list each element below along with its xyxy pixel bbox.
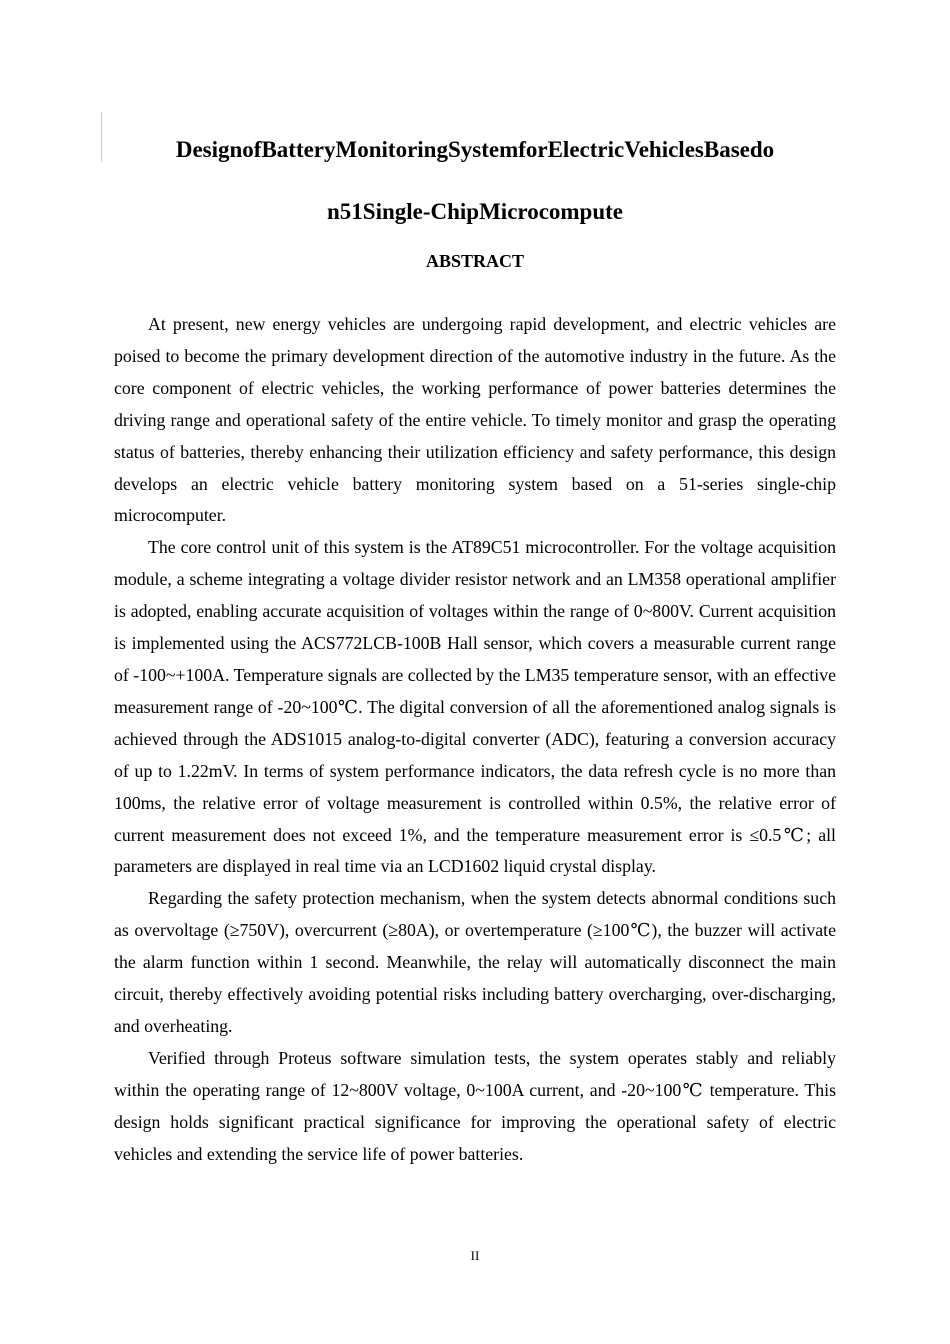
abstract-paragraph-2: The core control unit of this system is the AT89C51 microcontroller. For the voltage acquisition module, a scheme integrating a voltage divider resistor network and an LM358 operational amplifier is adopted, enabling accurate acquisition of voltages within the range of 0~800V. Current acquisition is implemented using the ACS772LCB-100B Hall sensor, which covers a measurable current range of -100~+100A. Temperature signals are collected by the LM35 temperature sensor, with an effective measurement range of -20~100℃. The digital conversion of all the aforementioned analog signals is achieved through the ADS1015 analog-to-digital converter (ADC), featuring a conversion accuracy of up to 1.22mV. In terms of system performance indicators, the data refresh cycle is no more than 100ms, the relative error of voltage measurement is controlled within 0.5%, the relative error of current measurement does not exceed 1%, and the temperature measurement error is ≤0.5℃; all parameters are displayed in real time via an LCD1602 liquid crystal display. — [114, 537, 836, 877]
paper-title-line-2: n51Single-ChipMicrocompute — [326, 199, 624, 224]
paper-title — [114, 119, 836, 243]
abstract-paragraph-3: Regarding the safety protection mechanism, when the system detects abnormal conditions such as overvoltage (≥750V), overcurrent (≥80A), or overtemperature (≥100℃), the buzzer will activate the alarm function within 1 second. Meanwhile, the relay will automatically disconnect the main circuit, thereby effectively avoiding potential risks including battery overcharging, over-discharging, and overheating. — [114, 888, 836, 1036]
margin-marker — [101, 112, 102, 162]
abstract-paragraph-4: Verified through Proteus software simulation tests, the system operates stably and reliably within the operating range of 12~800V voltage, 0~100A current, and -20~100℃ temperature. This design holds significant practical significance for improving the operational safety of electric vehicles and extending the service life of power batteries. — [114, 1047, 836, 1164]
abstract-heading: ABSTRACT — [425, 251, 525, 271]
page-number: II — [470, 1248, 480, 1263]
paper-title-line-1: DesignofBatteryMonitoringSystemforElectricVehiclesBasedo — [175, 137, 775, 162]
abstract-paragraph-1: At present, new energy vehicles are undergoing rapid development, and electric vehicles are poised to become the primary development direction of the automotive industry in the future. As the core component of electric vehicles, the working performance of power batteries determines the driving range and operational safety of the entire vehicle. To timely monitor and grasp the operating status of batteries, thereby enhancing their utilization efficiency and safety performance, this design develops an electric vehicle battery monitoring system based on a 51-series single-chip microcomputer. — [114, 314, 836, 526]
abstract-body — [114, 309, 836, 1170]
